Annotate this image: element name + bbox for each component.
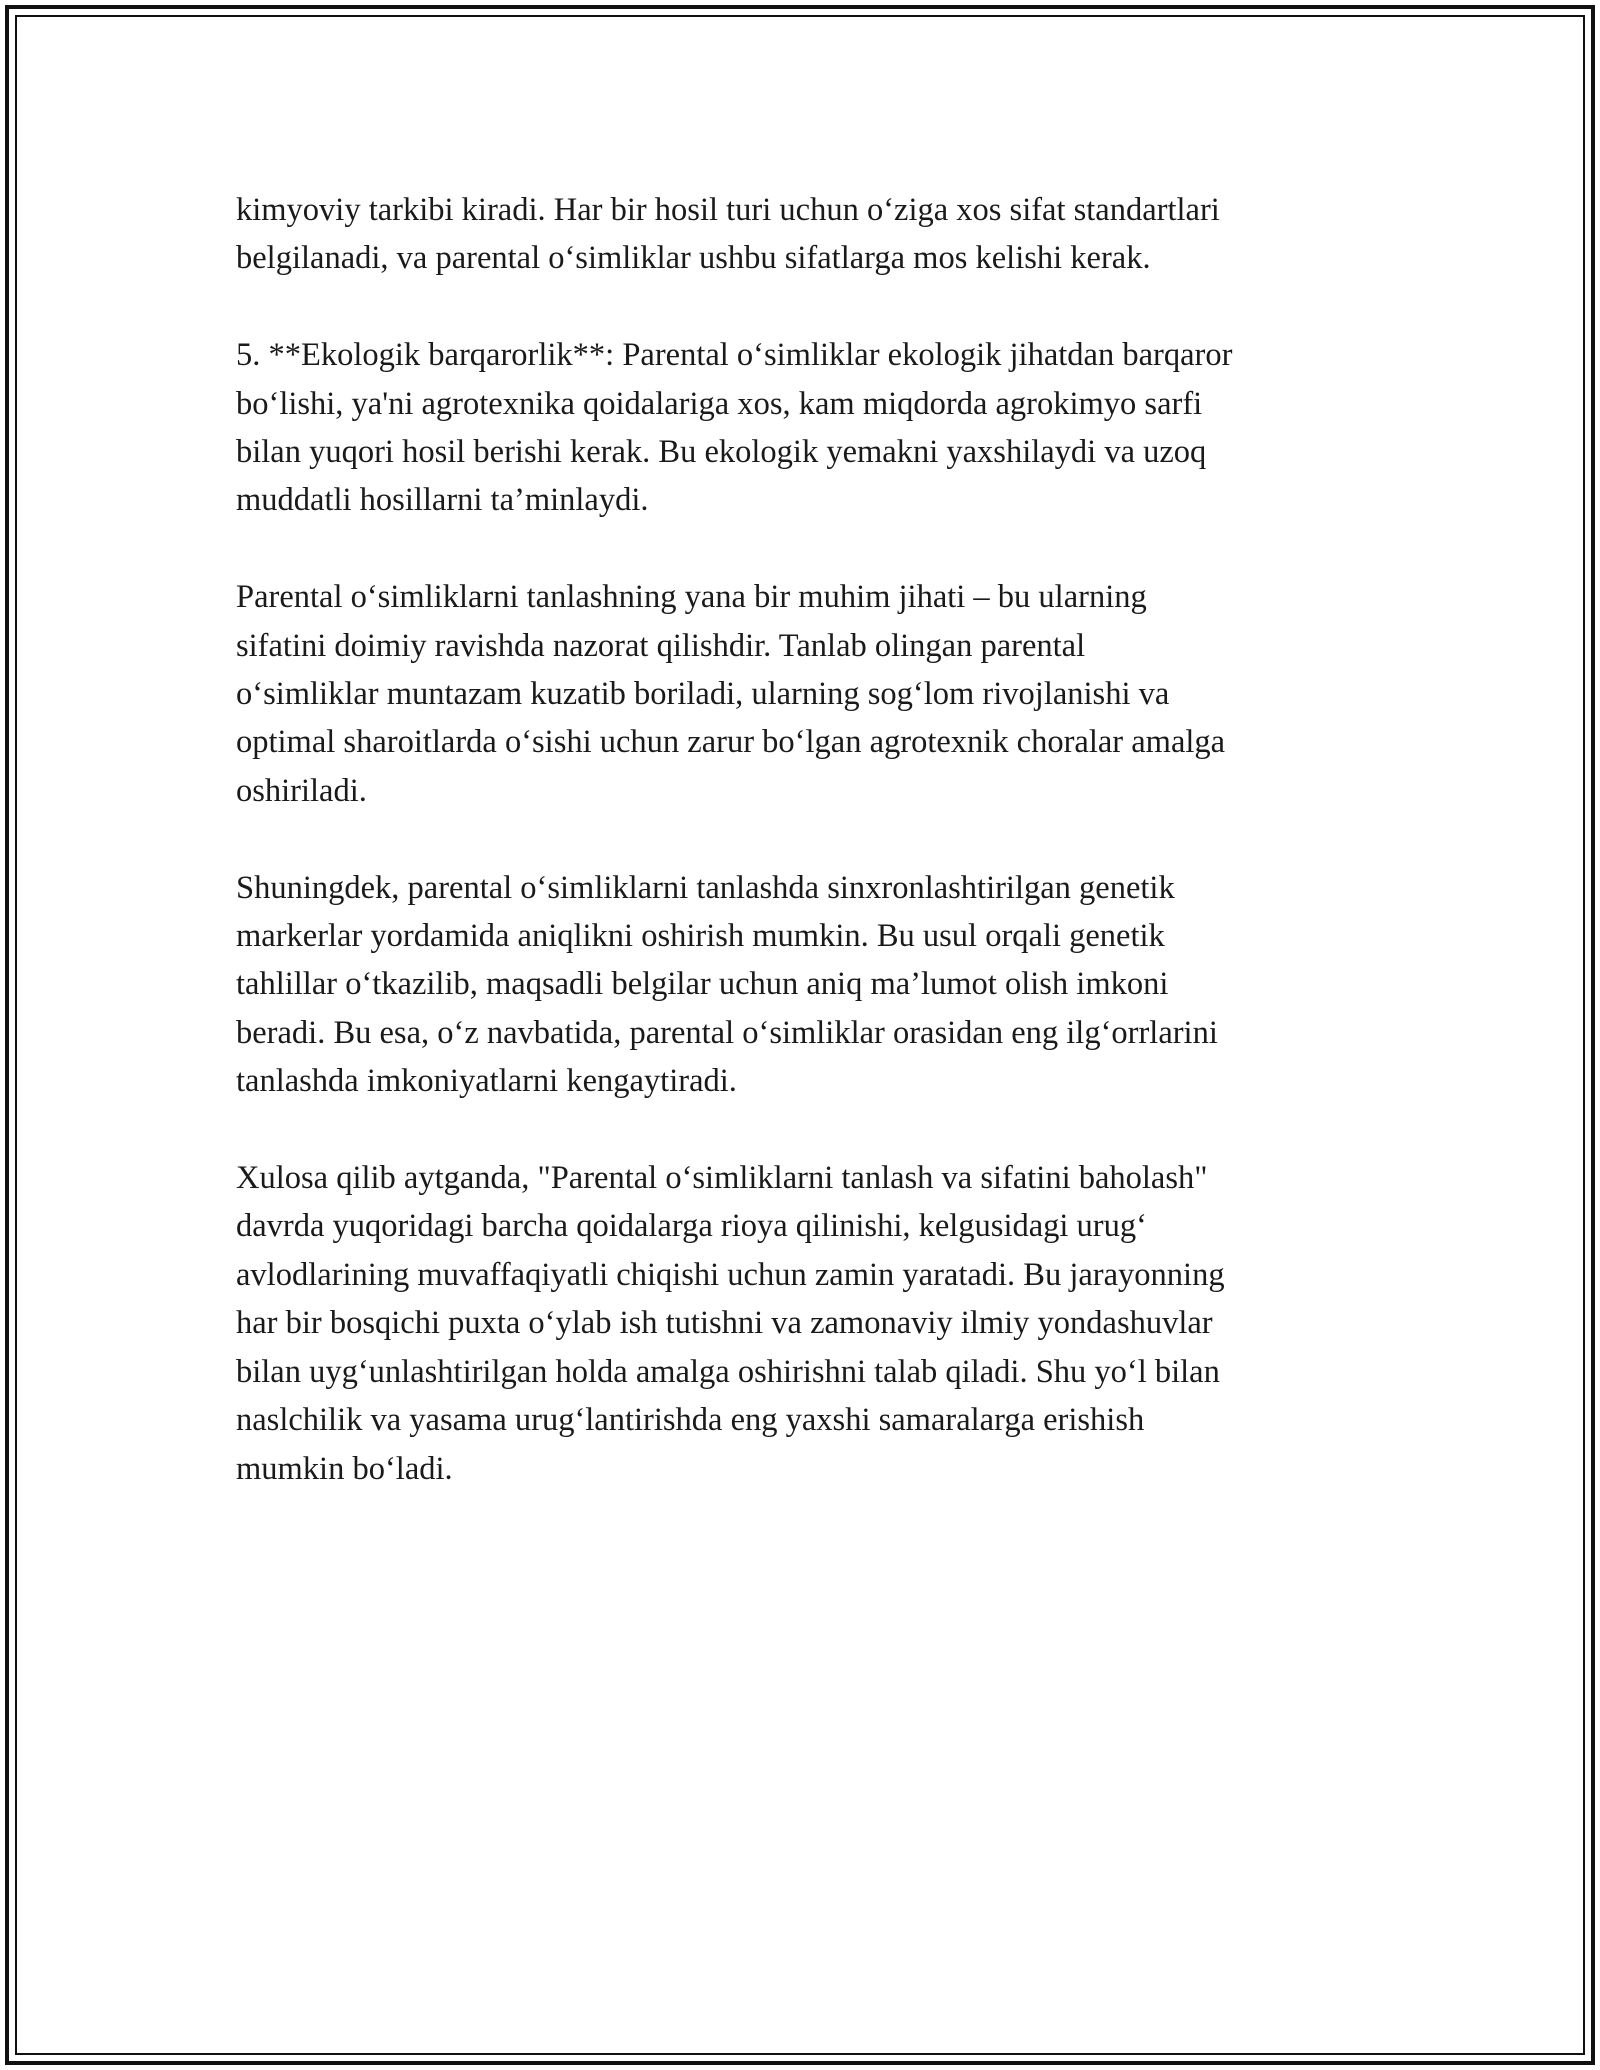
text-line: 5. **Ekologik barqarorlik**: Parental o‘simliklar ekologik jihatdan barqaror [236,337,1233,374]
paragraph-genetic-markers [236,864,1366,1106]
text-line: sifatini doimiy ravishda nazorat qilishdir. Tanlab olingan parental [236,627,1086,664]
text-line: beradi. Bu esa, o‘z navbatida, parental o‘simliklar orasidan eng ilg‘orrlarini [236,1014,1218,1051]
text-line: bo‘lishi, ya'ni agrotexnika qoidalariga xos, kam miqdorda agrokimyo sarfi [236,385,1203,422]
text-line: avlodlarining muvaffaqiyatli chiqishi uchun zamin yaratadi. Bu jarayonning [236,1256,1225,1293]
text-line: davrda yuqoridagi barcha qoidalarga rioya qilinishi, kelgusidagi urug‘ [236,1208,1147,1245]
text-line: tahlillar o‘tkazilib, maqsadli belgilar uchun aniq ma’lumot olish imkoni [236,966,1169,1003]
text-line: Parental o‘simliklarni tanlashning yana bir muhim jihati – bu ularning [236,579,1147,616]
text-line: tanlashda imkoniyatlarni kengaytiradi. [236,1063,737,1100]
text-line: markerlar yordamida aniqlikni oshirish mumkin. Bu usul orqali genetik [236,918,1165,955]
paragraph-quality-control [236,573,1366,815]
text-line: naslchilik va yasama urug‘lantirishda eng yaxshi samaralarga erishish [236,1402,1145,1439]
paragraph-conclusion [236,1154,1366,1493]
text-line: mumkin bo‘ladi. [236,1450,453,1487]
text-line: har bir bosqichi puxta o‘ylab ish tutishni va zamonaviy ilmiy yondashuvlar [236,1305,1213,1342]
text-line: Shuningdek, parental o‘simliklarni tanlashda sinxronlashtirilgan genetik [236,869,1175,906]
document-body [236,186,1366,1541]
text-line: kimyoviy tarkibi kiradi. Har bir hosil turi uchun o‘ziga xos sifat standartlari [236,192,1220,228]
text-line: bilan uyg‘unlashtirilgan holda amalga oshirishni talab qiladi. Shu yo‘l bilan [236,1353,1220,1390]
paragraph-ecological-stability [236,331,1366,525]
text-line: muddatli hosillarni ta’minlaydi. [236,482,649,519]
text-line: oshiriladi. [236,772,367,809]
text-line: Xulosa qilib aytganda, "Parental o‘simliklarni tanlash va sifatini baholash" [236,1160,1208,1197]
text-line: optimal sharoitlarda o‘sishi uchun zarur bo‘lgan agrotexnik choralar amalga [236,724,1226,761]
text-line: belgilanadi, va parental o‘simliklar ushbu sifatlarga mos kelishi kerak. [236,240,1151,277]
text-line: o‘simliklar muntazam kuzatib boriladi, ularning sog‘lom rivojlanishi va [236,676,1170,713]
text-line: bilan yuqori hosil berishi kerak. Bu ekologik yemakni yaxshilaydi va uzoq [236,434,1207,471]
paragraph-quality-standards [236,186,1366,283]
